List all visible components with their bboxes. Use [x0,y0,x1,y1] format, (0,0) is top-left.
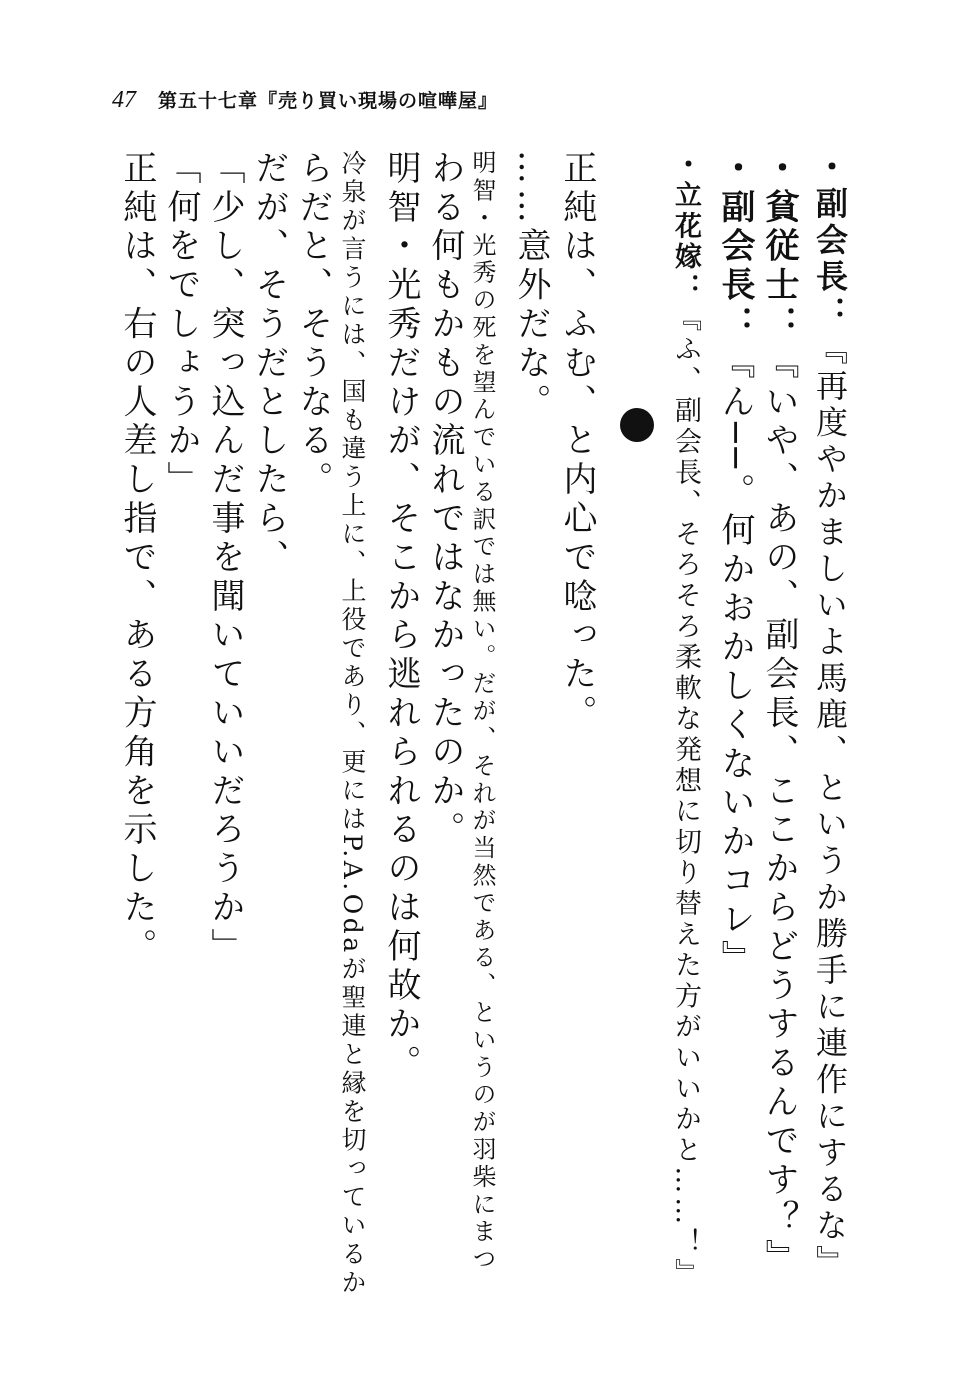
page-header [112,86,498,126]
text-line: 冷泉が言うには、国も違う上に、上役であり、更にはP.A.Odaが聖連と縁を切っているか [338,150,367,1298]
speaker-label: ・副会長： [811,150,849,333]
speaker-label: ・副会長： [715,150,755,345]
text-line: 正純は、ふむ、と内心で唸った。 [557,150,597,734]
dialogue-text: 『ふ、副会長、そろそろ柔軟な発想に切り替えた方がいいかと……！』 [670,304,701,1290]
chapter-title: 第五十七章『売り買い現場の喧嘩屋』 [158,90,499,112]
text-line: わる何もかもの流れではなかったのか。 [425,150,465,851]
text-line: 正純は、右の人差し指で、ある方角を示した。 [117,150,157,967]
text-line: らだと、そうなる。 [293,150,333,501]
speaker-label: ・立花嫁： [670,150,701,304]
dialogue-text: 『いや、あの、副会長、ここからどうするんです？』 [759,344,799,1279]
speaker-label: ・貧従士： [759,150,799,345]
dialogue-line [759,150,799,1279]
dialogue-line [715,150,755,979]
dialogue-line [811,150,849,1282]
dialogue-line [672,150,699,1290]
text-line: 「少し、突っ込んだ事を聞いていいだろうか」 [205,150,245,967]
text-line: 「何をでしょうか」 [161,150,201,501]
text-line: ……意外だな。 [511,150,551,423]
text-line: だが、そうだとしたら、 [249,150,289,578]
dialogue-text: 『再度やかましいよ馬鹿、というか勝手に連作にするな』 [811,332,849,1282]
text-line: 明智・光秀だけが、そこから逃れられるのは何故か。 [381,150,421,1084]
page-number: 47 [112,87,136,113]
dialogue-text: 『ん──。何かおかしくないかコレ』 [715,344,755,979]
scene-break-dot [620,408,654,442]
text-line: 明智・光秀の死を望んでいる訳では無い。だが、それが当然である、というのが羽柴にまつ [468,150,496,1274]
